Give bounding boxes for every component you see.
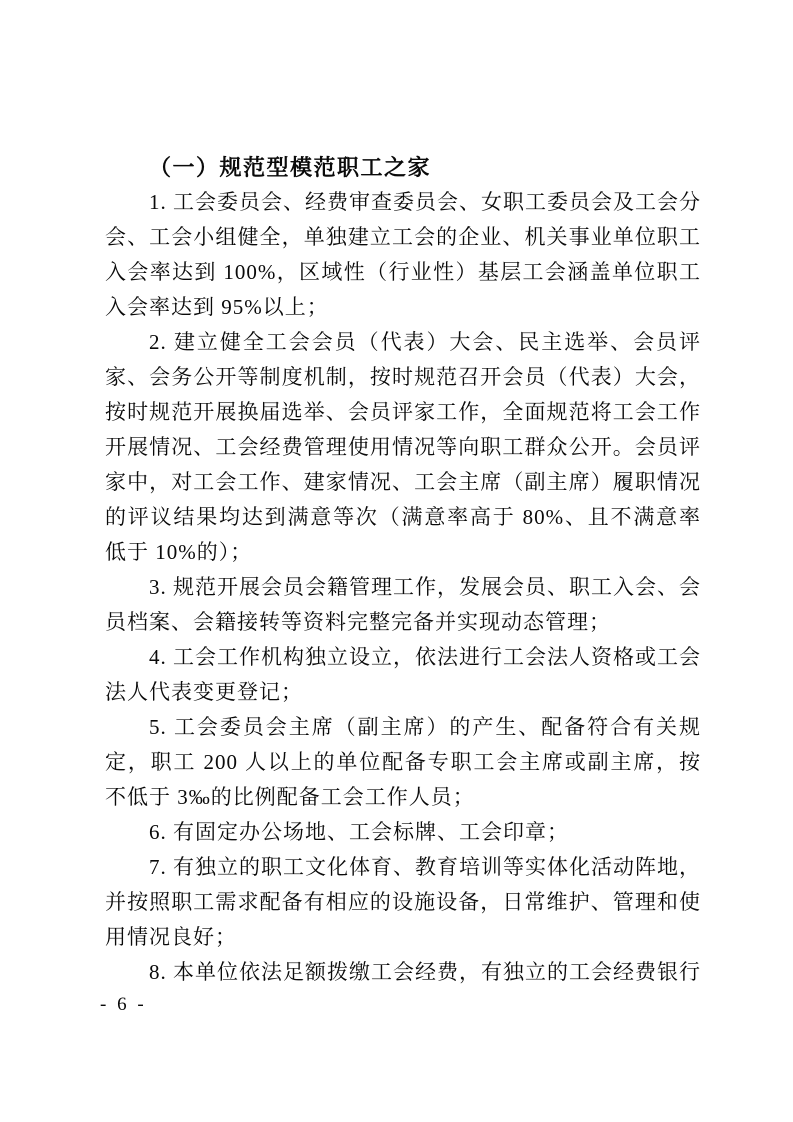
paragraph-item-1: 1. 工会委员会、经费审查委员会、女职工委员会及工会分会、工会小组健全，单独建立工会的企业、机关事业单位职工入会率达到 100%，区域性（行业性）基层工会涵盖单位职工入会率达到 95%以上； bbox=[105, 190, 701, 319]
paragraph-item-6: 6. 有固定办公场地、工会标牌、工会印章； bbox=[149, 820, 569, 844]
paragraph-item-7: 7. 有独立的职工文化体育、教育培训等实体化活动阵地，并按照职工需求配备有相应的设施设备，日常维护、管理和使用情况良好； bbox=[105, 855, 701, 949]
paragraph-item-5: 5. 工会委员会主席（副主席）的产生、配备符合有关规定，职工 200 人以上的单位配备专职工会主席或副主席，按不低于 3‰的比例配备工会工作人员； bbox=[105, 715, 701, 809]
paragraph-item-3: 3. 规范开展会员会籍管理工作，发展会员、职工入会、会员档案、会籍接转等资料完整完备并实现动态管理； bbox=[105, 575, 701, 634]
paragraph-item-8: 8. 本单位依法足额拨缴工会经费，有独立的工会经费银行 bbox=[149, 960, 701, 984]
document-body bbox=[105, 150, 701, 990]
section-heading: （一）规范型模范职工之家 bbox=[149, 155, 432, 180]
paragraph-item-4: 4. 工会工作机构独立设立，依法进行工会法人资格或工会法人代表变更登记； bbox=[105, 645, 701, 704]
paragraph-item-2: 2. 建立健全工会会员（代表）大会、民主选举、会员评家、会务公开等制度机制，按时规范召开会员（代表）大会，按时规范开展换届选举、会员评家工作，全面规范将工会工作开展情况、工会经费管理使用情况等向职工群众公开。会员评家中，对工会工作、建家情况、工会主席（副主席）履职情况的评议结果均达到满意等次（满意率高于 80%、且不满意率低于 10%的）； bbox=[105, 330, 701, 564]
page-number: - 6 - bbox=[100, 994, 147, 1015]
